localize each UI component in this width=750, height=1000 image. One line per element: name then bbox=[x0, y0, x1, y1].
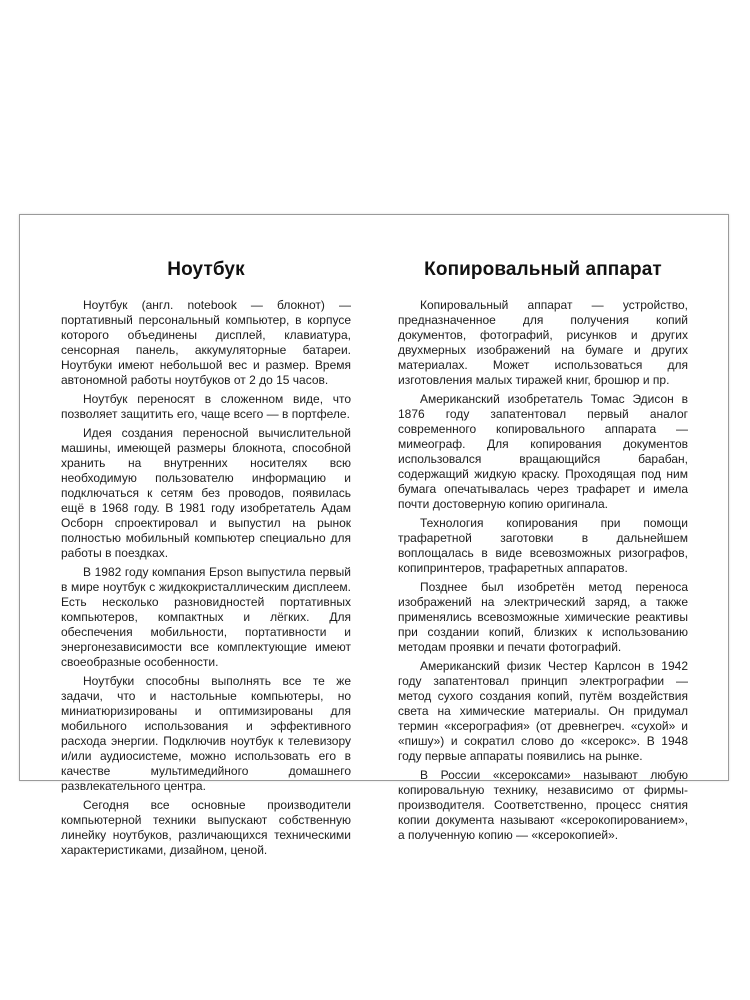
left-column-title: Ноутбук bbox=[167, 259, 245, 280]
paragraph: Позднее был изобретён метод переноса изображений на электрический заряд, а также применялись всевозможные химические реактивы при создании копий, близких к использованию методам проявки и печати фотографий. bbox=[398, 580, 688, 654]
paragraph: Сегодня все основные производители компьютерной техники выпускают собственную линейку ноутбуков, различающихся техническими характеристиками, дизайном, ценой. bbox=[61, 798, 351, 857]
paragraph: В России «ксероксами» называют любую копировальную технику, независимо от фирмы-производителя. Соответственно, процесс снятия копии документа называют «ксерокопированием», а полученную копию — «ксерокопией». bbox=[398, 768, 688, 842]
paragraph: Ноутбук переносят в сложенном виде, что позволяет защитить его, чаще всего — в портфеле. bbox=[61, 392, 351, 421]
right-column-copier bbox=[398, 259, 688, 847]
paragraph: Технология копирования при помощи трафаретной заготовки в дальнейшем воплощалась в виде всевозможных ризографов, копипринтеров, трафаретных аппаратов. bbox=[398, 516, 688, 575]
paragraph: В 1982 году компания Epson выпустила первый в мире ноутбук с жидкокристаллическим дисплеем. Есть несколько разновидностей портативных компьютеров, компактных и лёгких. Для обеспечения мобильности, портативности и энергонезависимости все комплектующие имеют своеобразные особенности. bbox=[61, 565, 351, 669]
left-column-notebook bbox=[61, 259, 351, 862]
paragraph: Ноутбук (англ. notebook — блокнот) — портативный персональный компьютер, в корпусе которого объединены дисплей, клавиатура, сенсорная панель, аккумуляторные батареи. Ноутбуки имеют небольшой вес и размер. Время автономной работы ноутбуков от 2 до 15 часов. bbox=[61, 298, 351, 387]
paragraph: Идея создания переносной вычислительной машины, имеющей размеры блокнота, способной хранить на внутренних носителях всю необходимую пользователю информацию и подключаться к сетям без проводов, появилась ещё в 1968 году. В 1981 году изобретатель Адам Осборн спроектировал и выпустил на рынок полностью мобильный компьютер специально для работы в поездках. bbox=[61, 426, 351, 560]
paragraph: Американский изобретатель Томас Эдисон в 1876 году запатентовал первый аналог современного копировального аппарата — мимеограф. Для копирования документов использовался вращающийся барабан, содержащий жидкую краску. Проходящая под ним бумага опечатывалась через трафарет и имела почти достоверную копию оригинала. bbox=[398, 392, 688, 511]
document-page bbox=[19, 214, 729, 857]
paragraph: Копировальный аппарат — устройство, предназначенное для получения копий документов, фотографий, рисунков и других двухмерных изображений на бумаге и других материалах. Может использоваться для изготовления малых тиражей книг, брошюр и пр. bbox=[398, 298, 688, 387]
right-column-title: Копировальный аппарат bbox=[424, 259, 662, 280]
paragraph: Ноутбуки способны выполнять все те же задачи, что и настольные компьютеры, но миниатюризированы и оптимизированы для мобильного использования и эффективного расхода энергии. Подключив ноутбук к телевизору и/или аудиосистеме, можно использовать его в качестве мультимедийного домашнего развлекательного центра. bbox=[61, 674, 351, 793]
paragraph: Американский физик Честер Карлсон в 1942 году запатентовал принцип электрографии — метод сухого создания копий, путём воздействия света на химические материалы. Он придумал термин «ксерография» (от древнегреч. «сухой» и «пишу») и сократил слово до «ксерокс». В 1948 году первые аппараты появились на рынке. bbox=[398, 659, 688, 763]
